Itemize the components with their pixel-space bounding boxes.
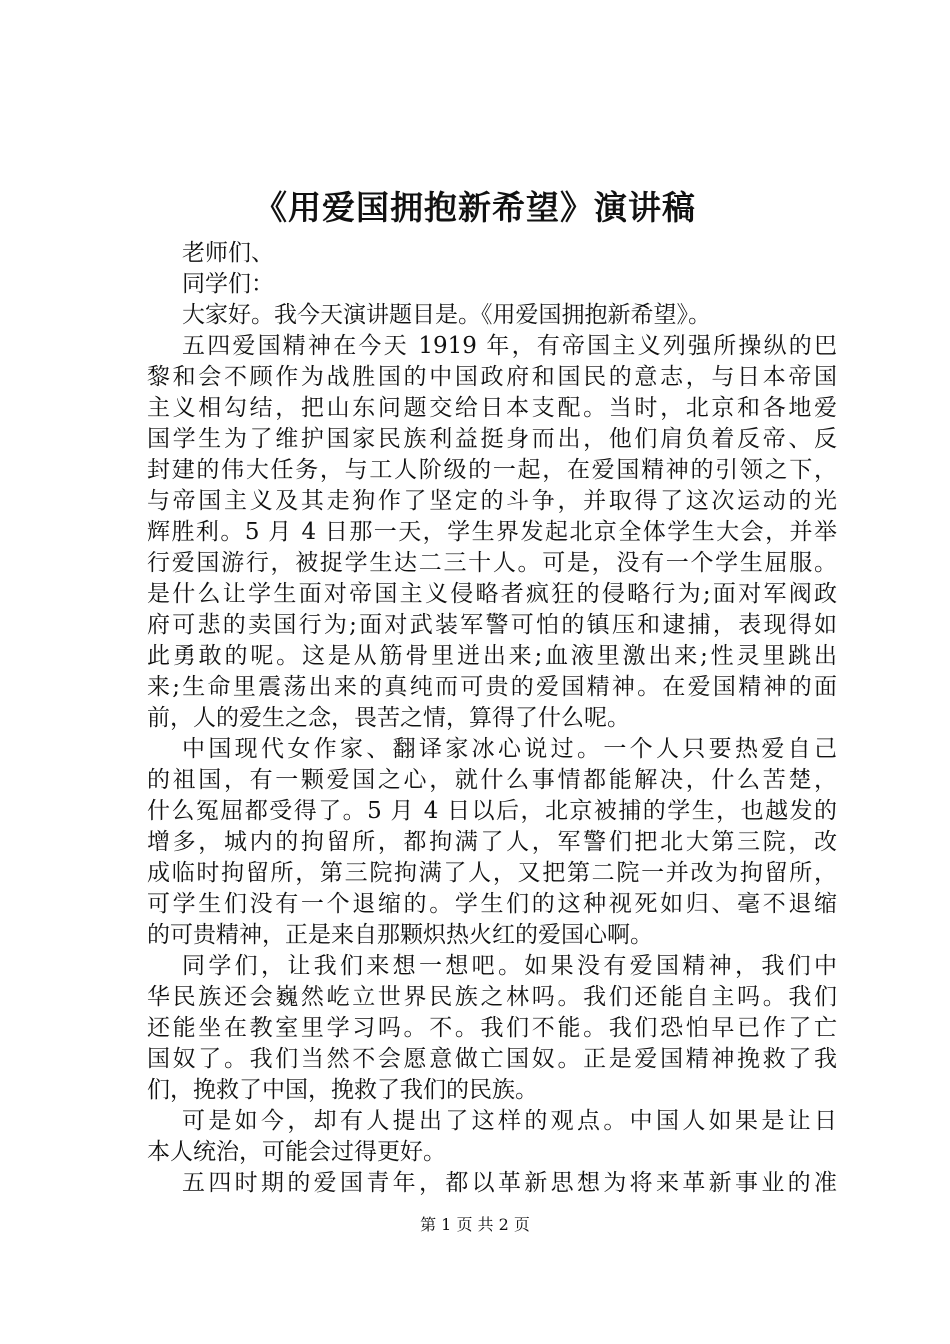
text-line: 是什么让学生面对帝国主义侵略者疯狂的侵略行为;面对军阀政 bbox=[147, 581, 837, 607]
text-line: 大家好。我今天演讲题目是。《用爱国拥抱新希望》。 bbox=[182, 302, 711, 328]
text-line: 前，人的爱生之念，畏苦之情，算得了什么呢。 bbox=[147, 705, 630, 731]
text-line: 黎和会不顾作为战胜国的中国政府和国民的意志，与日本帝国 bbox=[147, 364, 837, 390]
text-line: 们，挽救了中国，挽救了我们的民族。 bbox=[147, 1077, 538, 1103]
text-line: 还能坐在教室里学习吗。不。我们不能。我们恐怕早已作了亡 bbox=[147, 1015, 837, 1041]
text-line: 国学生为了维护国家民族利益挺身而出，他们肩负着反帝、反 bbox=[147, 426, 837, 452]
text-line: 封建的伟大任务，与工人阶级的一起，在爱国精神的引领之下， bbox=[147, 457, 837, 483]
text-line: 府可悲的卖国行为;面对武装军警可怕的镇压和逮捕，表现得如 bbox=[147, 612, 837, 638]
text-line: 成临时拘留所，第三院拘满了人，又把第二院一并改为拘留所， bbox=[147, 860, 837, 886]
text-line: 行爱国游行，被捉学生达二三十人。可是，没有一个学生屈服。 bbox=[147, 550, 837, 576]
text-line: 中国现代女作家、翻译家冰心说过。一个人只要热爱自己 bbox=[182, 736, 837, 762]
text-line: 老师们、 bbox=[182, 240, 274, 266]
text-line: 可是如今，却有人提出了这样的观点。中国人如果是让日 bbox=[182, 1108, 837, 1134]
text-line: 什么冤屈都受得了。5 月 4 日以后，北京被捕的学生，也越发的 bbox=[147, 798, 837, 824]
text-line: 辉胜利。5 月 4 日那一天，学生界发起北京全体学生大会，并举 bbox=[147, 519, 837, 545]
text-line: 主义相勾结，把山东问题交给日本支配。当时，北京和各地爱 bbox=[147, 395, 837, 421]
text-line: 此勇敢的呢。这是从筋骨里迸出来;血液里激出来;性灵里跳出 bbox=[147, 643, 837, 669]
text-line: 本人统治，可能会过得更好。 bbox=[147, 1139, 446, 1165]
text-line: 与帝国主义及其走狗作了坚定的斗争，并取得了这次运动的光 bbox=[147, 488, 837, 514]
text-line: 的可贵精神，正是来自那颗炽热火红的爱国心啊。 bbox=[147, 922, 653, 948]
document-body bbox=[147, 238, 837, 1199]
document-title: 《用爱国拥抱新希望》演讲稿 bbox=[254, 188, 696, 227]
text-line: 国奴了。我们当然不会愿意做亡国奴。正是爱国精神挽救了我 bbox=[147, 1046, 837, 1072]
page-footer: 第 1 页 共 2 页 bbox=[420, 1215, 530, 1234]
text-line: 来;生命里震荡出来的真纯而可贵的爱国精神。在爱国精神的面 bbox=[147, 674, 837, 700]
text-line: 同学们： bbox=[182, 271, 274, 297]
text-line: 华民族还会巍然屹立世界民族之林吗。我们还能自主吗。我们 bbox=[147, 984, 837, 1010]
text-line: 同学们，让我们来想一想吧。如果没有爱国精神，我们中 bbox=[182, 953, 837, 979]
text-line: 增多，城内的拘留所，都拘满了人，军警们把北大第三院，改 bbox=[147, 829, 837, 855]
text-line: 可学生们没有一个退缩的。学生们的这种视死如归、毫不退缩 bbox=[147, 891, 837, 917]
text-line: 的祖国，有一颗爱国之心，就什么事情都能解决，什么苦楚， bbox=[147, 767, 837, 793]
text-line: 五四时期的爱国青年，都以革新思想为将来革新事业的准 bbox=[182, 1170, 837, 1196]
text-line: 五四爱国精神在今天 1919 年，有帝国主义列强所操纵的巴 bbox=[182, 333, 837, 359]
